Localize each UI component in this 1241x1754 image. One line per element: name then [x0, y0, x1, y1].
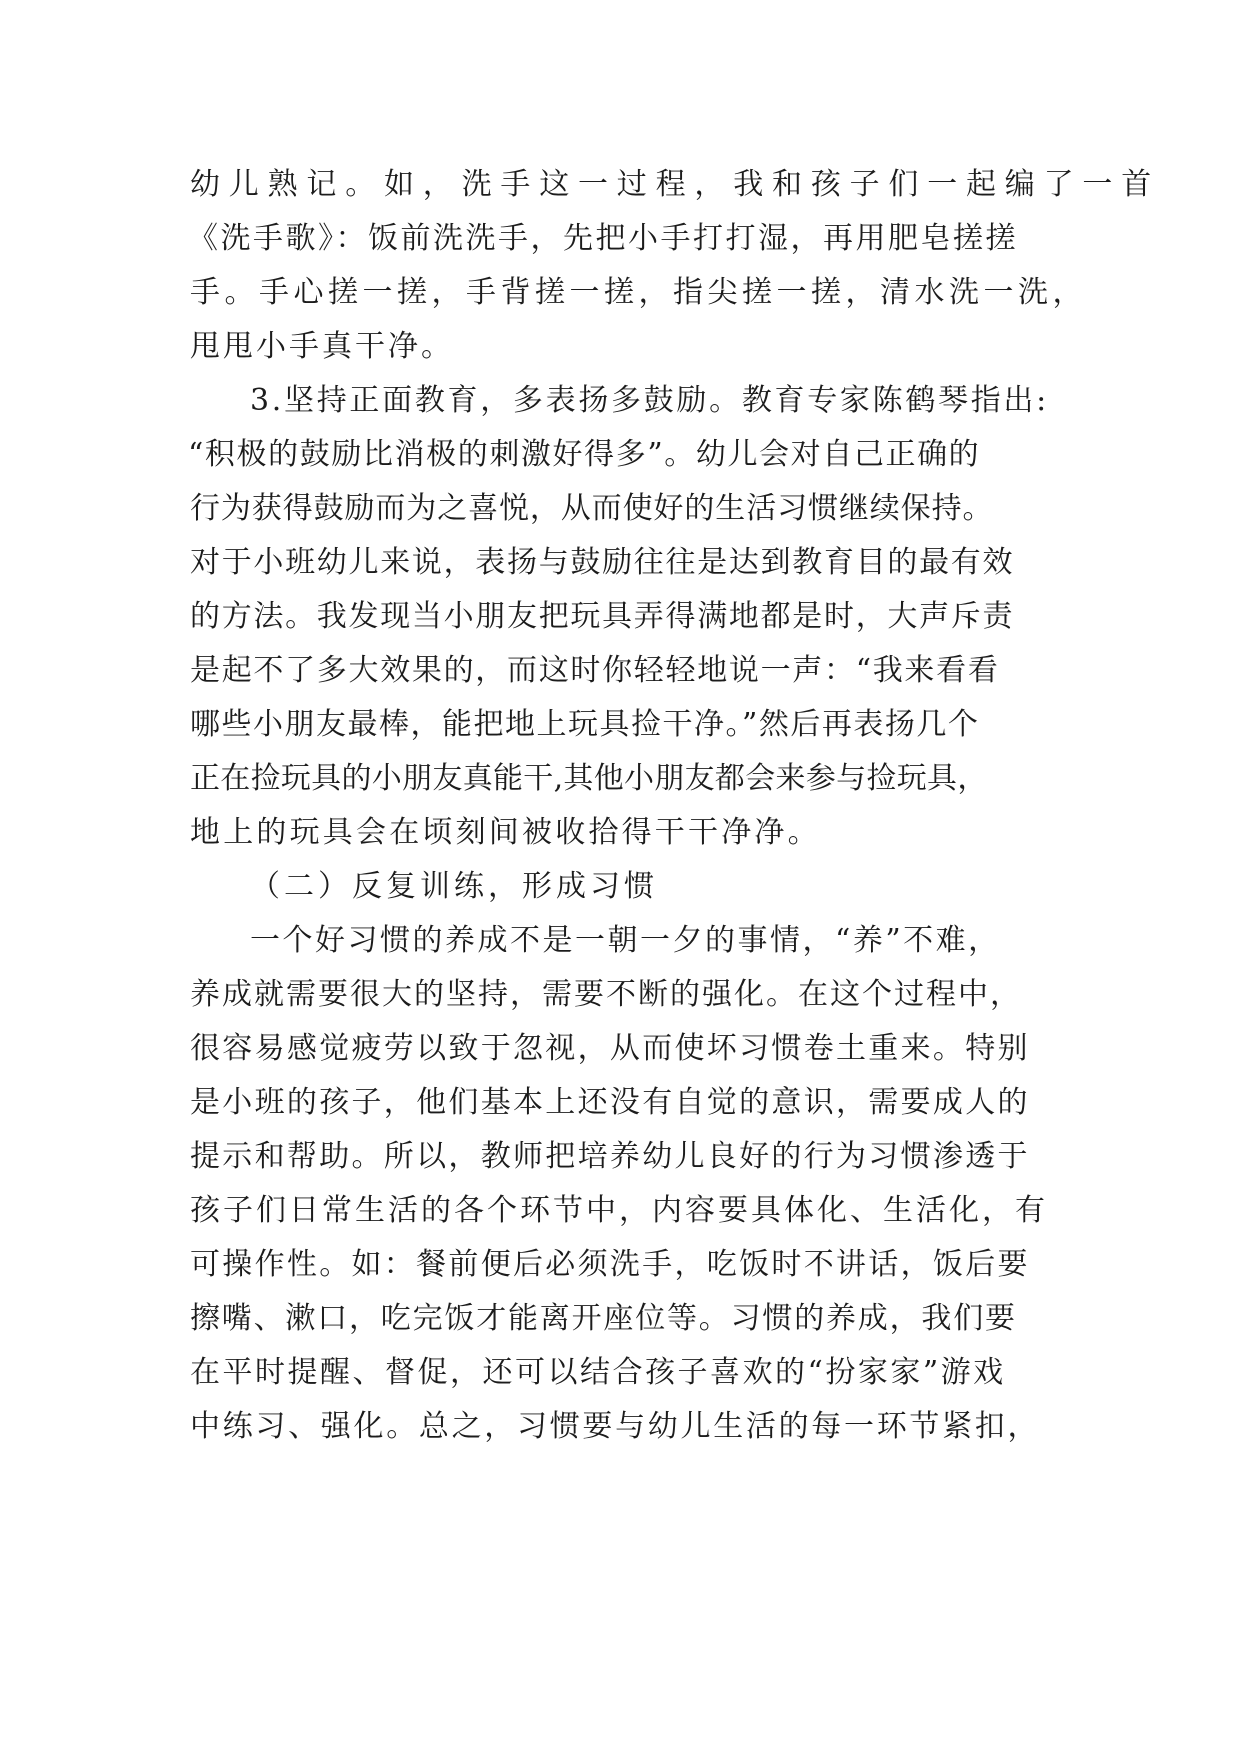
paragraph-line: 养成就需要很大的坚持，需要不断的强化。在这个过程中， [190, 977, 1022, 1012]
paragraph-line: 的方法。我发现当小朋友把玩具弄得满地都是时，大声斥责 [190, 599, 1015, 634]
paragraph-line: “积极的鼓励比消极的刺激好得多”。幼儿会对自己正确的 [188, 437, 981, 472]
paragraph-line: 一个好习惯的养成不是一朝一夕的事情，“养”不难， [250, 923, 1001, 958]
paragraph-line: 是小班的孩子，他们基本上还没有自觉的意识，需要成人的 [190, 1085, 1030, 1120]
paragraph-line: 中练习、强化。总之，习惯要与幼儿生活的每一环节紧扣， [190, 1409, 1041, 1444]
section-heading: （二）反复训练，形成习惯 [250, 869, 658, 904]
paragraph-line: 提示和帮助。所以，教师把培养幼儿良好的行为习惯渗透于 [190, 1139, 1030, 1174]
numbered-point-line: 3.坚持正面教育，多表扬多鼓励。教育专家陈鹤琴指出: [250, 383, 1049, 418]
paragraph-line: 甩甩小手真干净。 [190, 329, 454, 364]
paragraph-line: 是起不了多大效果的，而这时你轻轻地说一声：“我来看看 [190, 653, 1000, 688]
paragraph-line: 《洗手歌》：饭前洗洗手，先把小手打打湿，再用肥皂搓搓 [188, 221, 1018, 256]
paragraph-line: 行为获得鼓励而为之喜悦，从而使好的生活习惯继续保持。 [190, 491, 994, 526]
paragraph-line: 擦嘴、漱口，吃完饭才能离开座位等。习惯的养成，我们要 [190, 1301, 1017, 1336]
paragraph-line: 幼儿熟记。如，洗手这一过程，我和孩子们一起编了一首 [190, 167, 1160, 202]
paragraph-line: 对于小班幼儿来说，表扬与鼓励往往是达到教育目的最有效 [190, 545, 1015, 580]
paragraph-line: 正在捡玩具的小朋友真能干,其他小朋友都会来参与捡玩具， [190, 761, 988, 796]
paragraph-line: 可操作性。如：餐前便后必须洗手，吃饭时不讲话，饭后要 [190, 1247, 1030, 1282]
paragraph-line: 在平时提醒、督促，还可以结合孩子喜欢的“扮家家”游戏 [190, 1355, 1006, 1390]
paragraph-line: 很容易感觉疲劳以致于忽视，从而使坏习惯卷土重来。特别 [190, 1031, 1030, 1066]
paragraph-line: 地上的玩具会在顷刻间被收拾得干干净净。 [190, 815, 821, 850]
paragraph-line: 哪些小朋友最棒，能把地上玩具捡干净。”然后再表扬几个 [190, 707, 980, 742]
paragraph-line: 手。手心搓一搓，手背搓一搓，指尖搓一搓，清水洗一洗， [190, 275, 1087, 310]
paragraph-line: 孩子们日常生活的各个环节中，内容要具体化、生活化，有 [190, 1193, 1048, 1228]
